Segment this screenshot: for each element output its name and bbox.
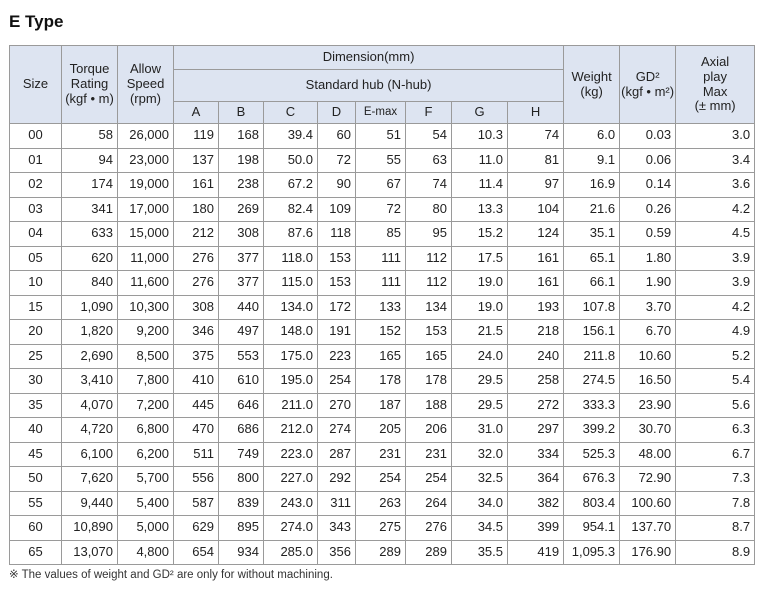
cell-axial: 3.4: [676, 148, 755, 173]
cell-weight: 333.3: [564, 393, 620, 418]
cell-d: 274: [318, 418, 356, 443]
table-row: [10, 246, 755, 271]
footnote: ※ The values of weight and GD² are only for without machining.: [9, 569, 333, 581]
cell-emax: 263: [356, 491, 406, 516]
cell-gd2: 16.50: [620, 369, 676, 394]
header-col-a: A: [174, 102, 219, 124]
cell-c: 50.0: [264, 148, 318, 173]
table-row: [10, 320, 755, 345]
cell-torque: 4,070: [62, 393, 118, 418]
cell-h: 272: [508, 393, 564, 418]
cell-axial: 4.2: [676, 197, 755, 222]
cell-f: 276: [406, 516, 452, 541]
cell-axial: 8.7: [676, 516, 755, 541]
cell-gd2: 137.70: [620, 516, 676, 541]
cell-a: 587: [174, 491, 219, 516]
cell-speed: 9,200: [118, 320, 174, 345]
cell-emax: 111: [356, 271, 406, 296]
cell-d: 153: [318, 246, 356, 271]
cell-d: 270: [318, 393, 356, 418]
cell-a: 375: [174, 344, 219, 369]
cell-weight: 274.5: [564, 369, 620, 394]
cell-c: 195.0: [264, 369, 318, 394]
cell-b: 377: [219, 271, 264, 296]
cell-a: 212: [174, 222, 219, 247]
cell-emax: 187: [356, 393, 406, 418]
cell-h: 419: [508, 540, 564, 565]
cell-speed: 8,500: [118, 344, 174, 369]
cell-g: 17.5: [452, 246, 508, 271]
cell-emax: 85: [356, 222, 406, 247]
cell-d: 172: [318, 295, 356, 320]
cell-f: 63: [406, 148, 452, 173]
cell-axial: 7.3: [676, 467, 755, 492]
cell-h: 124: [508, 222, 564, 247]
table-body: [10, 124, 755, 565]
cell-c: 274.0: [264, 516, 318, 541]
cell-speed: 6,800: [118, 418, 174, 443]
cell-torque: 341: [62, 197, 118, 222]
cell-a: 276: [174, 271, 219, 296]
cell-a: 654: [174, 540, 219, 565]
cell-d: 153: [318, 271, 356, 296]
cell-f: 289: [406, 540, 452, 565]
cell-size: 40: [10, 418, 62, 443]
cell-f: 231: [406, 442, 452, 467]
cell-weight: 6.0: [564, 124, 620, 149]
cell-weight: 211.8: [564, 344, 620, 369]
cell-c: 148.0: [264, 320, 318, 345]
cell-f: 165: [406, 344, 452, 369]
cell-gd2: 100.60: [620, 491, 676, 516]
cell-g: 24.0: [452, 344, 508, 369]
cell-g: 35.5: [452, 540, 508, 565]
table-row: [10, 516, 755, 541]
cell-g: 34.0: [452, 491, 508, 516]
cell-c: 243.0: [264, 491, 318, 516]
cell-speed: 15,000: [118, 222, 174, 247]
cell-emax: 289: [356, 540, 406, 565]
page-title: E Type: [9, 12, 64, 31]
cell-f: 178: [406, 369, 452, 394]
cell-a: 308: [174, 295, 219, 320]
cell-size: 02: [10, 173, 62, 198]
cell-torque: 620: [62, 246, 118, 271]
cell-axial: 3.9: [676, 246, 755, 271]
cell-gd2: 23.90: [620, 393, 676, 418]
cell-b: 686: [219, 418, 264, 443]
cell-f: 134: [406, 295, 452, 320]
cell-d: 356: [318, 540, 356, 565]
cell-emax: 178: [356, 369, 406, 394]
cell-h: 297: [508, 418, 564, 443]
cell-h: 161: [508, 246, 564, 271]
cell-size: 10: [10, 271, 62, 296]
cell-torque: 633: [62, 222, 118, 247]
cell-b: 553: [219, 344, 264, 369]
cell-h: 81: [508, 148, 564, 173]
cell-torque: 4,720: [62, 418, 118, 443]
cell-c: 67.2: [264, 173, 318, 198]
cell-gd2: 0.26: [620, 197, 676, 222]
cell-axial: 7.8: [676, 491, 755, 516]
cell-speed: 5,000: [118, 516, 174, 541]
cell-gd2: 0.06: [620, 148, 676, 173]
cell-b: 800: [219, 467, 264, 492]
table-row: [10, 295, 755, 320]
cell-axial: 5.6: [676, 393, 755, 418]
cell-c: 212.0: [264, 418, 318, 443]
cell-weight: 399.2: [564, 418, 620, 443]
cell-f: 254: [406, 467, 452, 492]
cell-c: 39.4: [264, 124, 318, 149]
cell-gd2: 6.70: [620, 320, 676, 345]
cell-f: 153: [406, 320, 452, 345]
cell-f: 112: [406, 246, 452, 271]
cell-g: 13.3: [452, 197, 508, 222]
table-row: [10, 540, 755, 565]
cell-b: 646: [219, 393, 264, 418]
table-row: [10, 491, 755, 516]
cell-f: 188: [406, 393, 452, 418]
cell-gd2: 30.70: [620, 418, 676, 443]
cell-emax: 111: [356, 246, 406, 271]
header-col-d: D: [318, 102, 356, 124]
cell-axial: 4.2: [676, 295, 755, 320]
cell-size: 65: [10, 540, 62, 565]
cell-weight: 1,095.3: [564, 540, 620, 565]
cell-gd2: 10.60: [620, 344, 676, 369]
cell-f: 206: [406, 418, 452, 443]
cell-b: 839: [219, 491, 264, 516]
cell-f: 264: [406, 491, 452, 516]
table-row: [10, 173, 755, 198]
header-dimension: Dimension(mm): [174, 46, 564, 70]
cell-emax: 231: [356, 442, 406, 467]
cell-g: 29.5: [452, 393, 508, 418]
cell-b: 308: [219, 222, 264, 247]
cell-g: 10.3: [452, 124, 508, 149]
cell-b: 168: [219, 124, 264, 149]
header-weight: Weight (kg): [564, 46, 620, 124]
cell-a: 119: [174, 124, 219, 149]
cell-weight: 66.1: [564, 271, 620, 296]
cell-h: 97: [508, 173, 564, 198]
header-size: Size: [10, 46, 62, 124]
cell-g: 11.4: [452, 173, 508, 198]
cell-weight: 676.3: [564, 467, 620, 492]
cell-b: 238: [219, 173, 264, 198]
cell-emax: 152: [356, 320, 406, 345]
table-row: [10, 467, 755, 492]
cell-axial: 6.3: [676, 418, 755, 443]
cell-axial: 4.9: [676, 320, 755, 345]
cell-h: 364: [508, 467, 564, 492]
cell-size: 55: [10, 491, 62, 516]
table-row: [10, 418, 755, 443]
cell-size: 04: [10, 222, 62, 247]
cell-a: 137: [174, 148, 219, 173]
cell-emax: 67: [356, 173, 406, 198]
cell-b: 497: [219, 320, 264, 345]
cell-g: 32.0: [452, 442, 508, 467]
cell-g: 32.5: [452, 467, 508, 492]
cell-f: 74: [406, 173, 452, 198]
cell-size: 30: [10, 369, 62, 394]
cell-b: 895: [219, 516, 264, 541]
cell-torque: 10,890: [62, 516, 118, 541]
cell-a: 180: [174, 197, 219, 222]
cell-torque: 94: [62, 148, 118, 173]
cell-f: 80: [406, 197, 452, 222]
table-row: [10, 197, 755, 222]
cell-d: 254: [318, 369, 356, 394]
cell-g: 19.0: [452, 271, 508, 296]
cell-a: 410: [174, 369, 219, 394]
cell-a: 470: [174, 418, 219, 443]
cell-gd2: 176.90: [620, 540, 676, 565]
cell-emax: 165: [356, 344, 406, 369]
cell-speed: 26,000: [118, 124, 174, 149]
cell-c: 223.0: [264, 442, 318, 467]
cell-axial: 6.7: [676, 442, 755, 467]
cell-axial: 3.6: [676, 173, 755, 198]
cell-a: 445: [174, 393, 219, 418]
table-row: [10, 148, 755, 173]
cell-d: 292: [318, 467, 356, 492]
cell-a: 346: [174, 320, 219, 345]
cell-speed: 7,800: [118, 369, 174, 394]
header-axial: Axial play Max (± mm): [676, 46, 755, 124]
cell-speed: 19,000: [118, 173, 174, 198]
cell-speed: 4,800: [118, 540, 174, 565]
cell-h: 193: [508, 295, 564, 320]
cell-d: 60: [318, 124, 356, 149]
table-row: [10, 271, 755, 296]
cell-weight: 65.1: [564, 246, 620, 271]
cell-size: 00: [10, 124, 62, 149]
cell-torque: 9,440: [62, 491, 118, 516]
cell-h: 399: [508, 516, 564, 541]
header-torque: Torque Rating (kgf • m): [62, 46, 118, 124]
cell-h: 240: [508, 344, 564, 369]
header-gd2: GD² (kgf • m²): [620, 46, 676, 124]
cell-size: 01: [10, 148, 62, 173]
cell-d: 287: [318, 442, 356, 467]
cell-b: 749: [219, 442, 264, 467]
cell-a: 629: [174, 516, 219, 541]
table-row: [10, 124, 755, 149]
cell-size: 20: [10, 320, 62, 345]
cell-torque: 1,820: [62, 320, 118, 345]
cell-size: 45: [10, 442, 62, 467]
cell-axial: 3.9: [676, 271, 755, 296]
cell-gd2: 72.90: [620, 467, 676, 492]
cell-gd2: 0.03: [620, 124, 676, 149]
cell-c: 285.0: [264, 540, 318, 565]
cell-size: 03: [10, 197, 62, 222]
header-hub: Standard hub (N-hub): [174, 70, 564, 102]
cell-a: 511: [174, 442, 219, 467]
cell-c: 227.0: [264, 467, 318, 492]
header-col-b: B: [219, 102, 264, 124]
cell-emax: 51: [356, 124, 406, 149]
cell-g: 19.0: [452, 295, 508, 320]
cell-weight: 16.9: [564, 173, 620, 198]
cell-axial: 3.0: [676, 124, 755, 149]
cell-b: 269: [219, 197, 264, 222]
cell-emax: 275: [356, 516, 406, 541]
cell-emax: 205: [356, 418, 406, 443]
cell-b: 440: [219, 295, 264, 320]
cell-speed: 10,300: [118, 295, 174, 320]
table-row: [10, 442, 755, 467]
cell-c: 87.6: [264, 222, 318, 247]
cell-axial: 4.5: [676, 222, 755, 247]
cell-c: 175.0: [264, 344, 318, 369]
cell-c: 211.0: [264, 393, 318, 418]
cell-d: 118: [318, 222, 356, 247]
cell-weight: 9.1: [564, 148, 620, 173]
table-row: [10, 222, 755, 247]
cell-torque: 7,620: [62, 467, 118, 492]
cell-gd2: 3.70: [620, 295, 676, 320]
cell-h: 382: [508, 491, 564, 516]
cell-f: 54: [406, 124, 452, 149]
cell-speed: 23,000: [118, 148, 174, 173]
table-row: [10, 393, 755, 418]
cell-emax: 72: [356, 197, 406, 222]
cell-weight: 525.3: [564, 442, 620, 467]
cell-axial: 8.9: [676, 540, 755, 565]
header-col-f: F: [406, 102, 452, 124]
cell-g: 31.0: [452, 418, 508, 443]
cell-h: 161: [508, 271, 564, 296]
cell-weight: 21.6: [564, 197, 620, 222]
cell-torque: 58: [62, 124, 118, 149]
cell-d: 311: [318, 491, 356, 516]
cell-gd2: 48.00: [620, 442, 676, 467]
cell-g: 21.5: [452, 320, 508, 345]
cell-axial: 5.4: [676, 369, 755, 394]
cell-torque: 840: [62, 271, 118, 296]
cell-h: 334: [508, 442, 564, 467]
cell-speed: 17,000: [118, 197, 174, 222]
cell-axial: 5.2: [676, 344, 755, 369]
cell-torque: 6,100: [62, 442, 118, 467]
cell-c: 82.4: [264, 197, 318, 222]
cell-speed: 6,200: [118, 442, 174, 467]
header-col-emax: E-max: [356, 102, 406, 124]
cell-g: 34.5: [452, 516, 508, 541]
cell-gd2: 1.80: [620, 246, 676, 271]
cell-weight: 107.8: [564, 295, 620, 320]
cell-gd2: 0.14: [620, 173, 676, 198]
cell-gd2: 0.59: [620, 222, 676, 247]
cell-g: 29.5: [452, 369, 508, 394]
cell-size: 25: [10, 344, 62, 369]
cell-h: 74: [508, 124, 564, 149]
cell-torque: 1,090: [62, 295, 118, 320]
cell-f: 95: [406, 222, 452, 247]
cell-b: 610: [219, 369, 264, 394]
cell-c: 118.0: [264, 246, 318, 271]
cell-speed: 11,000: [118, 246, 174, 271]
cell-a: 161: [174, 173, 219, 198]
cell-g: 15.2: [452, 222, 508, 247]
spec-table: [9, 45, 755, 565]
cell-f: 112: [406, 271, 452, 296]
header-col-h: H: [508, 102, 564, 124]
cell-torque: 2,690: [62, 344, 118, 369]
cell-emax: 55: [356, 148, 406, 173]
cell-speed: 7,200: [118, 393, 174, 418]
cell-b: 934: [219, 540, 264, 565]
cell-size: 60: [10, 516, 62, 541]
cell-a: 276: [174, 246, 219, 271]
cell-torque: 13,070: [62, 540, 118, 565]
cell-torque: 3,410: [62, 369, 118, 394]
cell-d: 191: [318, 320, 356, 345]
cell-speed: 5,700: [118, 467, 174, 492]
cell-h: 258: [508, 369, 564, 394]
cell-gd2: 1.90: [620, 271, 676, 296]
cell-h: 218: [508, 320, 564, 345]
cell-a: 556: [174, 467, 219, 492]
cell-h: 104: [508, 197, 564, 222]
cell-speed: 5,400: [118, 491, 174, 516]
cell-b: 377: [219, 246, 264, 271]
cell-emax: 133: [356, 295, 406, 320]
header-col-c: C: [264, 102, 318, 124]
cell-weight: 156.1: [564, 320, 620, 345]
cell-size: 05: [10, 246, 62, 271]
cell-d: 109: [318, 197, 356, 222]
cell-size: 35: [10, 393, 62, 418]
table-row: [10, 344, 755, 369]
cell-emax: 254: [356, 467, 406, 492]
cell-torque: 174: [62, 173, 118, 198]
cell-c: 115.0: [264, 271, 318, 296]
cell-g: 11.0: [452, 148, 508, 173]
cell-weight: 954.1: [564, 516, 620, 541]
cell-d: 90: [318, 173, 356, 198]
cell-d: 343: [318, 516, 356, 541]
cell-size: 15: [10, 295, 62, 320]
header-col-g: G: [452, 102, 508, 124]
header-speed: Allow Speed (rpm): [118, 46, 174, 124]
cell-size: 50: [10, 467, 62, 492]
table-row: [10, 369, 755, 394]
cell-d: 223: [318, 344, 356, 369]
cell-speed: 11,600: [118, 271, 174, 296]
cell-weight: 35.1: [564, 222, 620, 247]
cell-b: 198: [219, 148, 264, 173]
cell-weight: 803.4: [564, 491, 620, 516]
cell-d: 72: [318, 148, 356, 173]
cell-c: 134.0: [264, 295, 318, 320]
